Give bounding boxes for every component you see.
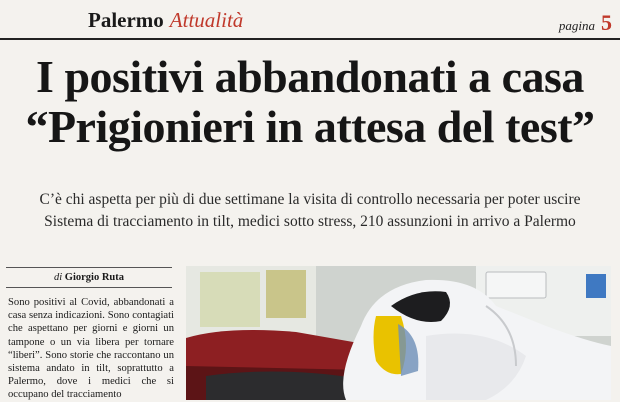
headline-line-1: I positivi abbandonati a casa — [36, 51, 584, 102]
headline — [0, 52, 620, 152]
article-photo — [186, 266, 611, 400]
photo-illustration — [186, 266, 611, 400]
page-label: pagina — [558, 18, 595, 33]
subheadline — [0, 189, 620, 233]
section-title — [88, 8, 243, 33]
page-number: 5 — [601, 10, 612, 35]
subheadline-line-2: Sistema di tracciamento in tilt, medici sotto stress, 210 assunzioni in arrivo a Palermo — [44, 213, 576, 230]
article-column — [0, 267, 178, 400]
author-name: Giorgio Ruta — [64, 272, 124, 283]
article-body: Sono positivi al Covid, abbandonati a casa senza indicazioni. Sono contagiati che aspettano per giorni e giorni un tampone o un via libera per tornare “liberi”. Sono storie che raccontano un sistema andato in tilt, soprattutto a Palermo, dove i medici che si occupano del tracciamento — [8, 297, 174, 401]
page-header — [0, 0, 620, 40]
headline-line-2: “Prigionieri in attesa del test” — [25, 101, 595, 152]
byline-prefix: di — [53, 272, 63, 283]
section-category: Attualità — [169, 8, 244, 32]
section-city: Palermo — [88, 8, 164, 32]
subheadline-line-1: C’è chi aspetta per più di due settimane la visita di controllo necessaria per poter uscire — [39, 191, 581, 208]
page-number-block — [559, 10, 612, 36]
byline — [6, 267, 172, 288]
